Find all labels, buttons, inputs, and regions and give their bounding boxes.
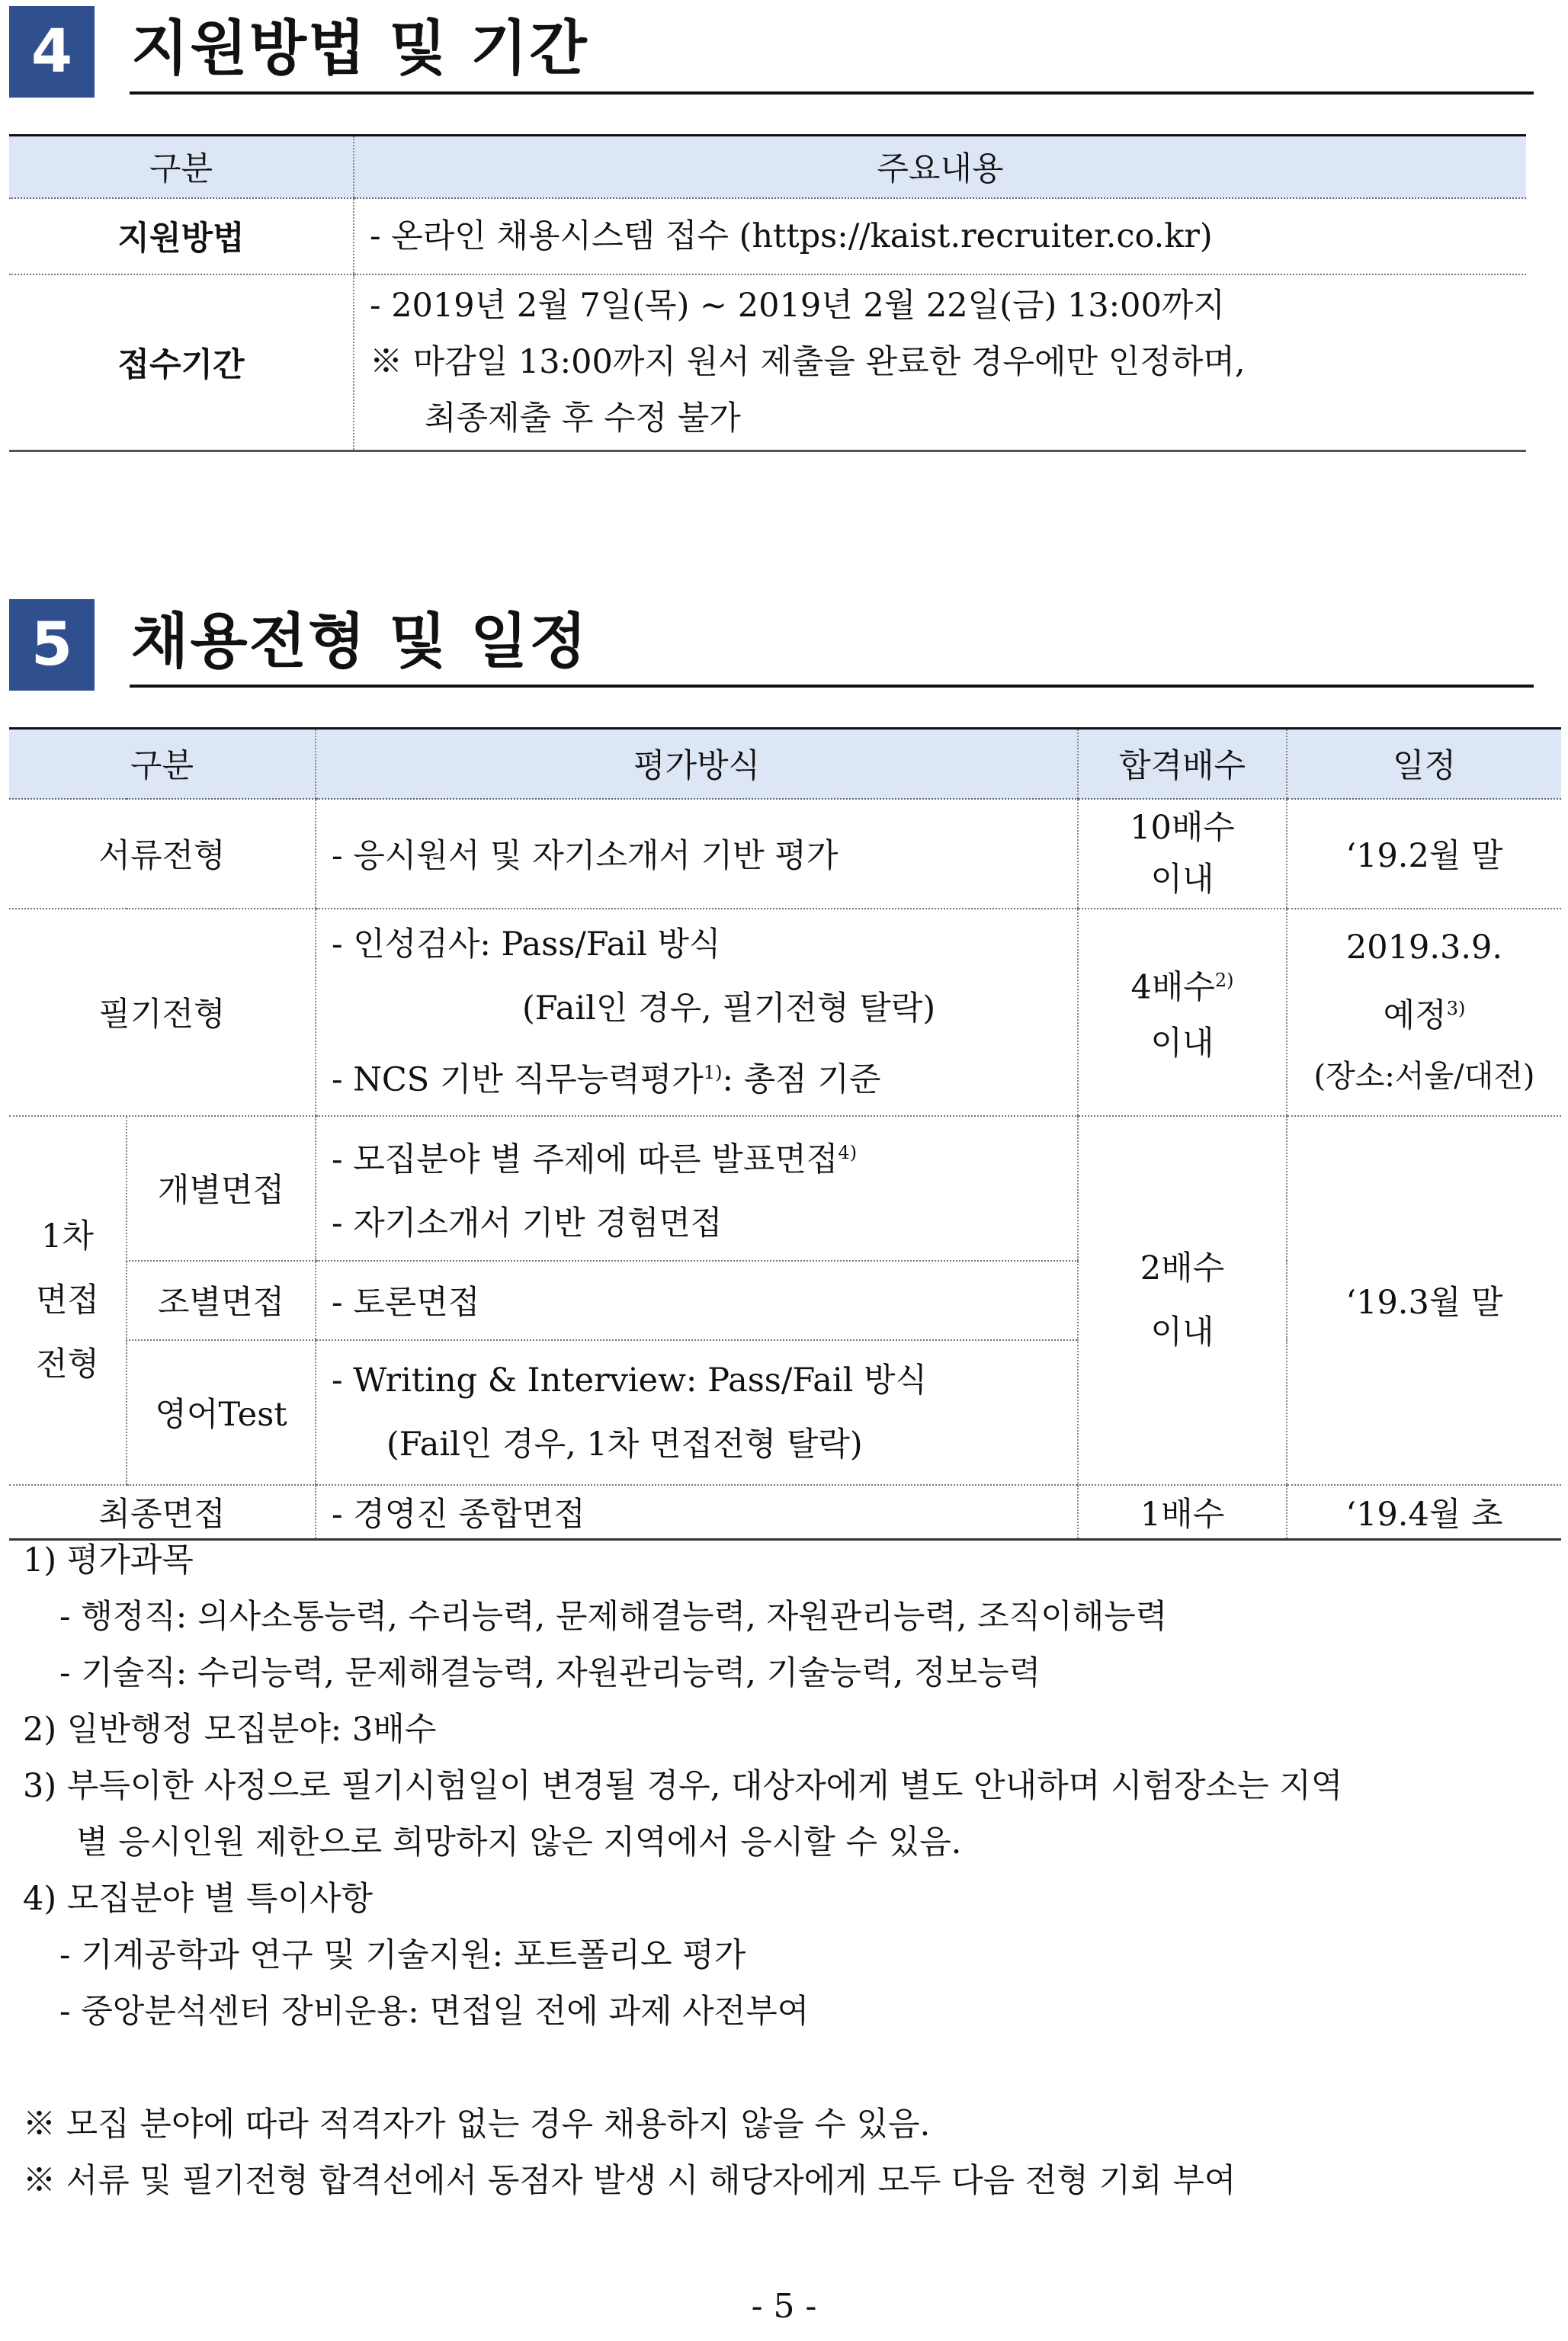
stage-multiple xyxy=(1078,909,1287,1116)
multiple-line: 10배수 xyxy=(1130,808,1235,847)
stage-multiple xyxy=(1078,799,1287,909)
multiple-line: 이내 xyxy=(1150,1313,1214,1352)
multiple-line: 이내 xyxy=(1150,860,1214,899)
notice-line: ※ 모집 분야에 따라 적격자가 없는 경우 채용하지 않을 수 있음. xyxy=(23,2105,931,2144)
method-text: : 총점 기준 xyxy=(722,1060,881,1099)
spacer-line xyxy=(23,2040,1555,2096)
sub-stage-label: 조별면접 xyxy=(127,1261,316,1340)
method-line: - Writing & Interview: Pass/Fail 방식 xyxy=(332,1361,928,1400)
method-line xyxy=(332,1121,1062,1191)
group-label-line: 1차 xyxy=(41,1217,94,1255)
stage-method: - 토론면접 xyxy=(316,1261,1078,1340)
footnote-line: 4) 모집분야 별 특이사항 xyxy=(23,1880,373,1918)
stage-multiple xyxy=(1078,1116,1287,1485)
notice-line: ※ 서류 및 필기전형 합격선에서 동점자 발생 시 해당자에게 모두 다음 전형 기회 부여 xyxy=(23,2162,1236,2200)
schedule-line: 2019.3.9. xyxy=(1345,928,1503,967)
section-number-badge: 4 xyxy=(9,6,95,98)
method-line xyxy=(332,1041,1062,1111)
footnote-line: - 행정직: 의사소통능력, 수리능력, 문제해결능력, 자원관리능력, 조직이해능력 xyxy=(59,1598,1168,1636)
table-row-written xyxy=(9,909,1561,1116)
footnote-ref: 3) xyxy=(1446,997,1466,1019)
footnote-ref: 4) xyxy=(838,1141,858,1163)
title-underline xyxy=(130,91,1534,95)
table-row xyxy=(9,198,1526,274)
content-line: - 2019년 2월 7일(목) ~ 2019년 2월 22일(금) 13:00까지 xyxy=(370,287,1225,325)
stage-label: 서류전형 xyxy=(9,799,316,909)
schedule-line: (장소:서울/대전) xyxy=(1313,1059,1535,1095)
table-row-final xyxy=(9,1485,1561,1540)
stage-method: - 응시원서 및 자기소개서 기반 평가 xyxy=(316,799,1078,909)
content-line: ※ 마감일 13:00까지 원서 제출을 완료한 경우에만 인정하며, xyxy=(370,343,1246,382)
stage-method xyxy=(316,1340,1078,1485)
header-content: 주요내용 xyxy=(354,136,1526,198)
group-label-line: 면접 xyxy=(35,1281,100,1320)
table-row xyxy=(9,274,1526,451)
method-line: - 인성검사: Pass/Fail 방식 xyxy=(332,925,721,964)
method-line: (Fail인 경우, 필기전형 탈락) xyxy=(522,989,936,1028)
interview1-group-label xyxy=(9,1116,127,1485)
footnotes xyxy=(23,1532,1555,2209)
stage-schedule: ‘19.4월 초 xyxy=(1287,1485,1561,1540)
footnote-line: 2) 일반행정 모집분야: 3배수 xyxy=(23,1711,437,1749)
page-number: - 5 - xyxy=(751,2287,817,2326)
stage-method: - 경영진 종합면접 xyxy=(316,1485,1078,1540)
header-method: 평가방식 xyxy=(316,729,1078,799)
stage-label: 필기전형 xyxy=(9,909,316,1116)
header-category: 구분 xyxy=(9,136,354,198)
schedule-text: 예정 xyxy=(1383,996,1447,1035)
multiple-line: 2배수 xyxy=(1140,1249,1225,1288)
sub-stage-label: 개별면접 xyxy=(127,1116,316,1261)
header-schedule: 일정 xyxy=(1287,729,1561,799)
footnote-ref: 2) xyxy=(1214,969,1234,991)
header-category: 구분 xyxy=(9,729,316,799)
method-line: (Fail인 경우, 1차 면접전형 탈락) xyxy=(386,1425,863,1464)
header-multiple: 합격배수 xyxy=(1078,729,1287,799)
footnote-ref: 1) xyxy=(703,1061,723,1083)
multiple-text: 4배수 xyxy=(1130,968,1215,1007)
sub-stage-label: 영어Test xyxy=(127,1340,316,1485)
method-line: - 자기소개서 기반 경험면접 xyxy=(332,1204,723,1243)
footnote-line: - 중앙분석센터 장비운용: 면접일 전에 과제 사전부여 xyxy=(59,1993,810,2031)
table-header-row xyxy=(9,136,1526,198)
stage-schedule xyxy=(1287,909,1561,1116)
multiple-line: 이내 xyxy=(1150,1025,1214,1063)
stage-schedule: ‘19.2월 말 xyxy=(1287,799,1561,909)
content-line: - 온라인 채용시스템 접수 (https://kaist.recruiter.co.kr) xyxy=(370,216,1213,255)
stage-multiple: 1배수 xyxy=(1078,1485,1287,1540)
footnote-line: - 기술직: 수리능력, 문제해결능력, 자원관리능력, 기술능력, 정보능력 xyxy=(59,1654,1041,1692)
multiple-line xyxy=(1094,952,1271,1015)
footnote-line: 1) 평가과목 xyxy=(23,1541,194,1579)
table-header-row xyxy=(9,729,1561,799)
method-text: - NCS 기반 직무능력평가 xyxy=(332,1060,704,1099)
row-content-method xyxy=(354,198,1526,274)
section-title: 지원방법 및 기간 xyxy=(131,14,588,83)
table-row-document xyxy=(9,799,1561,909)
method-text: - 모집분야 별 주제에 따른 발표면접 xyxy=(332,1140,839,1179)
section-5-heading xyxy=(9,599,1534,691)
footnote-line: - 기계공학과 연구 및 기술지원: 포트폴리오 평가 xyxy=(59,1936,746,1974)
content-line: 최종제출 후 수정 불가 xyxy=(425,399,741,438)
stage-label: 최종면접 xyxy=(9,1485,316,1540)
section-title: 채용전형 및 일정 xyxy=(131,608,588,676)
table-row-individual-interview xyxy=(9,1116,1561,1261)
selection-schedule-table xyxy=(9,727,1561,1541)
stage-schedule: ‘19.3월 말 xyxy=(1287,1116,1561,1485)
footnote-line: 별 응시인원 제한으로 희망하지 않은 지역에서 응시할 수 있음. xyxy=(76,1823,962,1862)
application-table xyxy=(9,134,1526,452)
row-content-period xyxy=(354,274,1526,451)
row-label-method: 지원방법 xyxy=(9,198,354,274)
stage-method xyxy=(316,1116,1078,1261)
section-number-badge: 5 xyxy=(9,599,95,691)
section-4-heading xyxy=(9,6,1534,98)
schedule-line xyxy=(1292,978,1557,1046)
row-label-period: 접수기간 xyxy=(9,274,354,451)
stage-method xyxy=(316,909,1078,1116)
title-underline xyxy=(130,685,1534,688)
footnote-line: 3) 부득이한 사정으로 필기시험일이 변경될 경우, 대상자에게 별도 안내하며 시험장소는 지역 xyxy=(23,1767,1343,1805)
group-label-line: 전형 xyxy=(35,1345,100,1384)
